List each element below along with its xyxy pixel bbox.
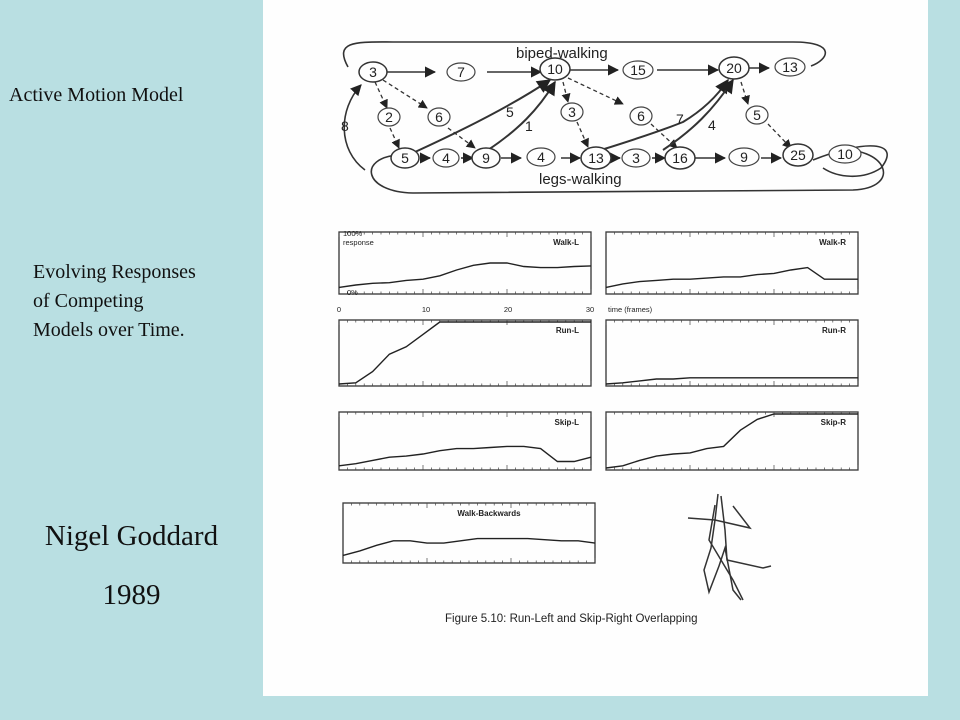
active-motion-model-heading: Active Motion Model (9, 84, 184, 106)
evolving-line-3: Models over Time. (33, 319, 185, 341)
panel-title: Skip-R (820, 418, 846, 427)
scanned-figure-page (263, 0, 928, 696)
x-tick-0: 0 (336, 305, 342, 314)
edge-label-10 (829, 145, 861, 163)
svg-text:9: 9 (740, 149, 748, 165)
panel-walk-r (606, 232, 858, 294)
panel-title: Run-R (822, 326, 846, 335)
x-tick-10: 10 (421, 305, 431, 314)
svg-text:8: 8 (341, 118, 349, 134)
figure-svg (263, 0, 928, 696)
panel-skip-l (339, 412, 591, 470)
panel-title: Walk-R (819, 238, 846, 247)
panel-frame (339, 320, 591, 386)
biped-walking-label: biped-walking (516, 45, 608, 62)
svg-text:5: 5 (753, 107, 761, 123)
edge-label-6a (428, 108, 450, 126)
figure-caption: Figure 5.10: Run-Left and Skip-Right Overlapping (445, 613, 698, 625)
svg-text:4: 4 (442, 150, 450, 166)
node-5 (391, 148, 419, 168)
panel-walk-backwards (343, 503, 595, 563)
publication-year: 1989 (102, 579, 161, 611)
series-line-skip-l (339, 446, 591, 465)
series-line-run-l (339, 322, 591, 384)
svg-text:5: 5 (401, 150, 409, 166)
panel-run-r (606, 320, 858, 386)
node-25 (783, 144, 813, 166)
y-axis-top-label: 100% (343, 229, 363, 238)
series-line-walk-backwards (343, 539, 595, 556)
node-9 (472, 148, 500, 168)
edge-label-13 (775, 58, 805, 76)
svg-text:3: 3 (369, 64, 377, 80)
svg-text:6: 6 (637, 108, 645, 124)
node-13 (581, 147, 611, 169)
edge-label-6b (630, 107, 652, 125)
panel-frame (339, 412, 591, 470)
svg-text:10: 10 (547, 61, 563, 77)
author-name: Nigel Goddard (44, 520, 219, 552)
svg-text:13: 13 (782, 59, 798, 75)
svg-text:13: 13 (588, 150, 604, 166)
edge-label-4a (433, 149, 459, 167)
y-axis-top-sublabel: response (343, 238, 374, 247)
series-line-walk-r (606, 268, 858, 288)
edge-label-15 (623, 61, 653, 79)
legs-walking-label: legs-walking (539, 171, 622, 188)
evolving-line-1: Evolving Responses (33, 261, 196, 283)
svg-text:2: 2 (385, 109, 393, 125)
edge-label-4b (527, 148, 555, 166)
svg-text:25: 25 (790, 147, 806, 163)
axis-labels (337, 229, 653, 314)
panel-skip-r (606, 412, 858, 470)
series-line-run-r (606, 378, 858, 384)
x-tick-20: 20 (503, 305, 513, 314)
panel-title: Run-L (555, 326, 579, 335)
svg-text:6: 6 (435, 109, 443, 125)
svg-text:1: 1 (525, 118, 533, 134)
svg-text:16: 16 (672, 150, 688, 166)
svg-text:20: 20 (726, 60, 742, 76)
edge-label-2 (378, 108, 400, 126)
svg-text:10: 10 (837, 146, 853, 162)
node-20 (719, 57, 749, 79)
edge-label-9 (729, 148, 759, 166)
edge-label-7 (447, 63, 475, 81)
x-tick-30: 30 (585, 305, 595, 314)
edge-label-3a (561, 103, 583, 121)
stick-figure-sketch (688, 494, 771, 600)
panel-run-l (339, 320, 591, 386)
x-axis-caption: time (frames) (608, 305, 653, 314)
panel-walk-l (339, 232, 591, 294)
panel-title: Walk-L (553, 238, 579, 247)
node-16 (665, 147, 695, 169)
evolving-line-2: of Competing (33, 290, 144, 312)
svg-text:3: 3 (568, 104, 576, 120)
node-3 (359, 62, 387, 82)
edge-label-3b (622, 149, 650, 167)
svg-text:15: 15 (630, 62, 646, 78)
svg-text:5: 5 (506, 104, 514, 120)
svg-text:4: 4 (537, 149, 545, 165)
panel-title: Walk-Backwards (457, 509, 521, 518)
svg-text:9: 9 (482, 150, 490, 166)
svg-text:7: 7 (457, 64, 465, 80)
svg-text:7: 7 (676, 111, 684, 127)
y-axis-bottom-label: 0% (347, 288, 358, 297)
panel-title: Skip-L (554, 418, 579, 427)
curve-weights (341, 104, 762, 134)
series-line-walk-l (339, 263, 591, 287)
svg-text:4: 4 (708, 117, 716, 133)
response-panels (336, 232, 858, 563)
svg-text:3: 3 (632, 150, 640, 166)
panel-frame (606, 320, 858, 386)
evolving-responses-heading (33, 258, 263, 345)
